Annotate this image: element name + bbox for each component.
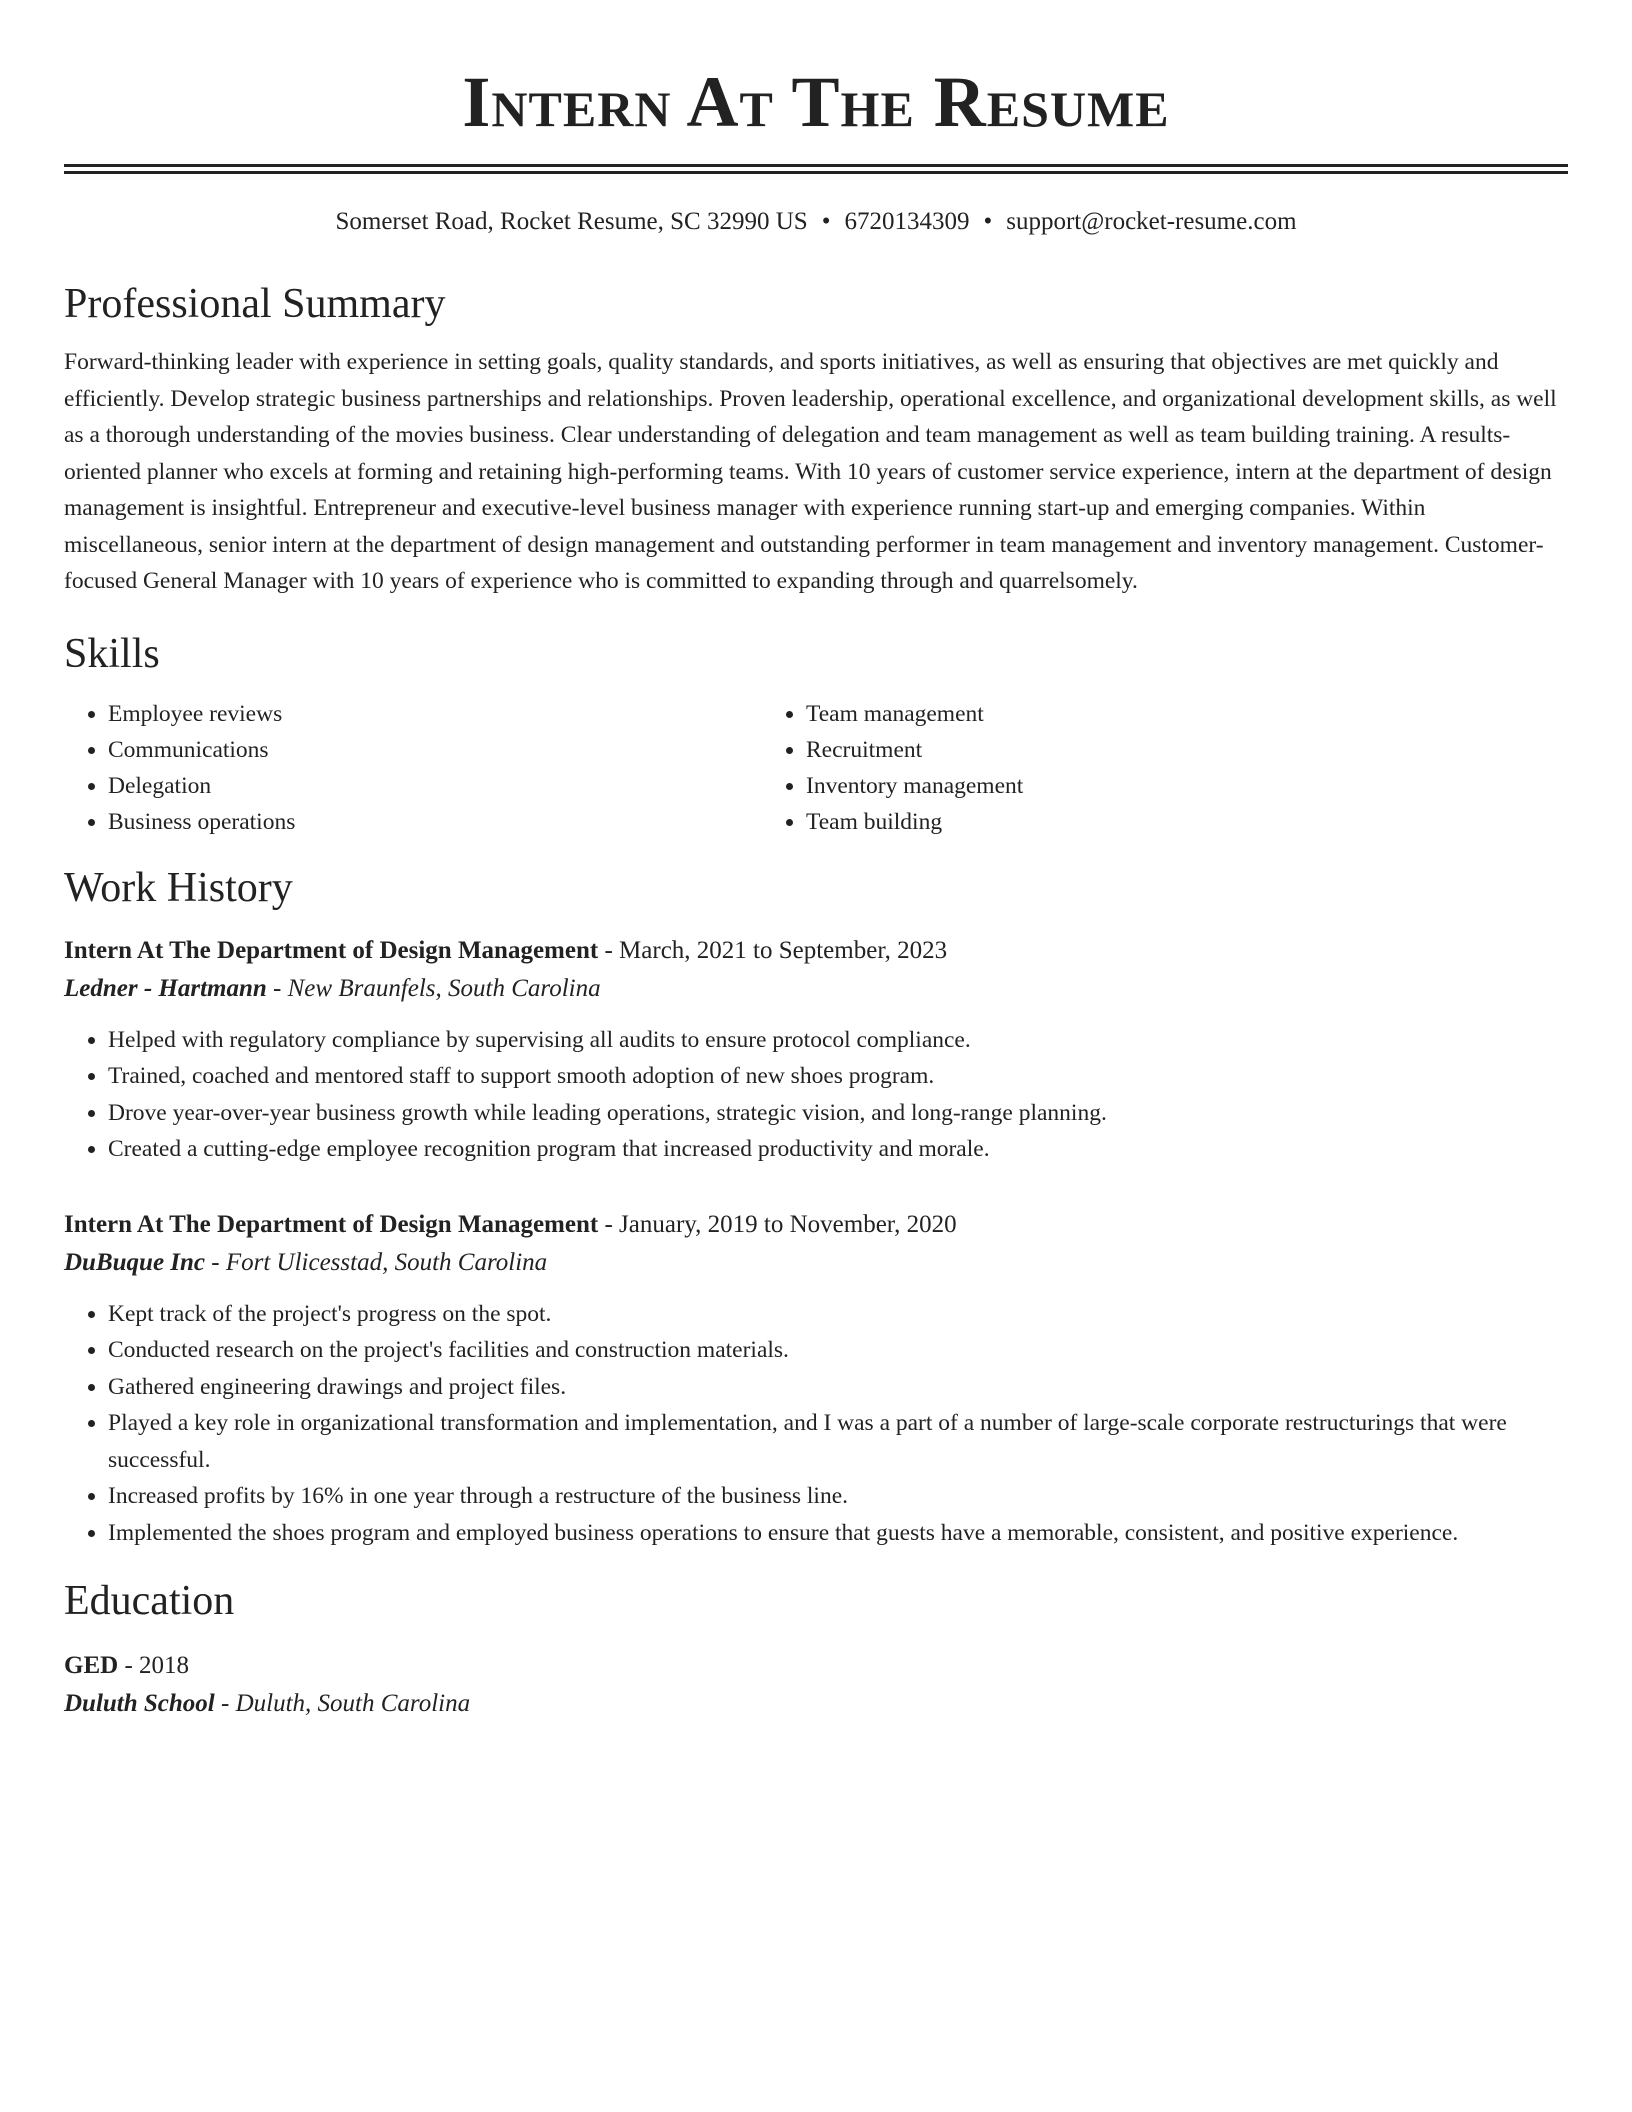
skill-item: • Business operations [108, 804, 762, 840]
job-bullet: • Conducted research on the project's facilities and construction materials. [108, 1332, 1568, 1369]
skill-item: • Communications [108, 732, 762, 768]
education-year: 2018 [139, 1652, 190, 1679]
contact-separator: • [821, 208, 831, 235]
skill-item: • Delegation [108, 768, 762, 804]
summary-heading: Professional Summary [64, 281, 446, 327]
job-entry [64, 932, 1568, 1168]
job-bullet: • Trained, coached and mentored staff to support smooth adoption of new shoes program. [108, 1058, 1568, 1095]
job-employer: DuBuque Inc - Fort Ulicesstad, South Carolina [64, 1248, 548, 1276]
job-header: Intern At The Department of Design Management - March, 2021 to September, 2023 [64, 936, 948, 964]
work-history-heading: Work History [64, 864, 293, 911]
skills-columns [64, 696, 1568, 840]
header-divider [64, 164, 1568, 174]
skills-heading: Skills [64, 630, 160, 677]
skill-item: • Recruitment [806, 732, 1502, 768]
skill-item: • Team management [806, 696, 1502, 732]
skills-list-left [64, 696, 762, 840]
job-bullet: • Gathered engineering drawings and project files. [108, 1369, 1568, 1406]
job-bullet: • Helped with regulatory compliance by supervising all audits to ensure protocol compliance. [108, 1022, 1568, 1059]
summary-text: Forward-thinking leader with experience in setting goals, quality standards, and sports initiatives, as well as ensuring that objectives are met quickly and efficiently. Develop strategic business partnerships and relationships. Proven leadership, operational excellence, and organizational development skills, as well as a thorough understanding of the movies business. Clear understanding of delegation and team management as well as team building training. A results-oriented planner who excels at forming and retaining high-performing teams. With 10 years of customer service experience, intern at the department of design management is insightful. Entrepreneur and executive-level business manager with experience running start-up and emerging companies. Within miscellaneous, senior intern at the department of design management and outstanding performer in team management and inventory management. Customer-focused General Manager with 10 years of experience who is committed to expanding through and quarrelsomely. [64, 349, 1557, 594]
skill-item: • Team building [806, 804, 1502, 840]
education-institution: Duluth School - Duluth, South Carolina [64, 1690, 471, 1717]
job-bullet: • Kept track of the project's progress on the spot. [108, 1296, 1568, 1333]
job-bullet: • Played a key role in organizational transformation and implementation, and I was a part of a number of large-scale corporate restructurings that were successful. [108, 1405, 1568, 1478]
job-location: New Braunfels, South Carolina [287, 974, 601, 1002]
skill-item: • Employee reviews [108, 696, 762, 732]
education-school: Duluth School [64, 1690, 215, 1717]
job-dates: March, 2021 to September, 2023 [619, 936, 948, 964]
education-degree: GED [64, 1652, 119, 1679]
contact-email: support@rocket-resume.com [1006, 208, 1297, 235]
skills-list-right [762, 696, 1502, 840]
job-company: Ledner - Hartmann [64, 974, 267, 1002]
contact-separator: • [983, 208, 993, 235]
job-company: DuBuque Inc [64, 1248, 206, 1276]
job-dates: January, 2019 to November, 2020 [619, 1210, 957, 1238]
job-bullet: • Created a cutting-edge employee recognition program that increased productivity and morale. [108, 1131, 1568, 1168]
education-header: GED - 2018 [64, 1652, 190, 1679]
job-employer: Ledner - Hartmann - New Braunfels, South Carolina [64, 974, 601, 1002]
job-location: Fort Ulicesstad, South Carolina [225, 1248, 548, 1276]
contact-phone: 6720134309 [844, 208, 970, 235]
job-bullet: • Increased profits by 16% in one year through a restructure of the business line. [108, 1478, 1568, 1515]
job-entry [64, 1206, 1568, 1552]
job-bullet: • Drove year-over-year business growth while leading operations, strategic vision, and long-range planning. [108, 1095, 1568, 1132]
education-location: Duluth, South Carolina [235, 1690, 471, 1717]
contact-address: Somerset Road, Rocket Resume, SC 32990 US [335, 208, 808, 235]
contact-line [64, 206, 1568, 238]
job-bullets [64, 1296, 1568, 1552]
job-title: Intern At The Department of Design Management [64, 936, 599, 964]
job-header: Intern At The Department of Design Management - January, 2019 to November, 2020 [64, 1210, 957, 1238]
skill-item: • Inventory management [806, 768, 1502, 804]
job-bullet: • Implemented the shoes program and employed business operations to ensure that guests have a memorable, consistent, and positive experience. [108, 1515, 1568, 1552]
education-entry [64, 1647, 1568, 1723]
job-title: Intern At The Department of Design Management [64, 1210, 599, 1238]
education-heading: Education [64, 1578, 235, 1624]
job-bullets [64, 1022, 1568, 1168]
candidate-name: Intern At The Resume [462, 62, 1170, 142]
